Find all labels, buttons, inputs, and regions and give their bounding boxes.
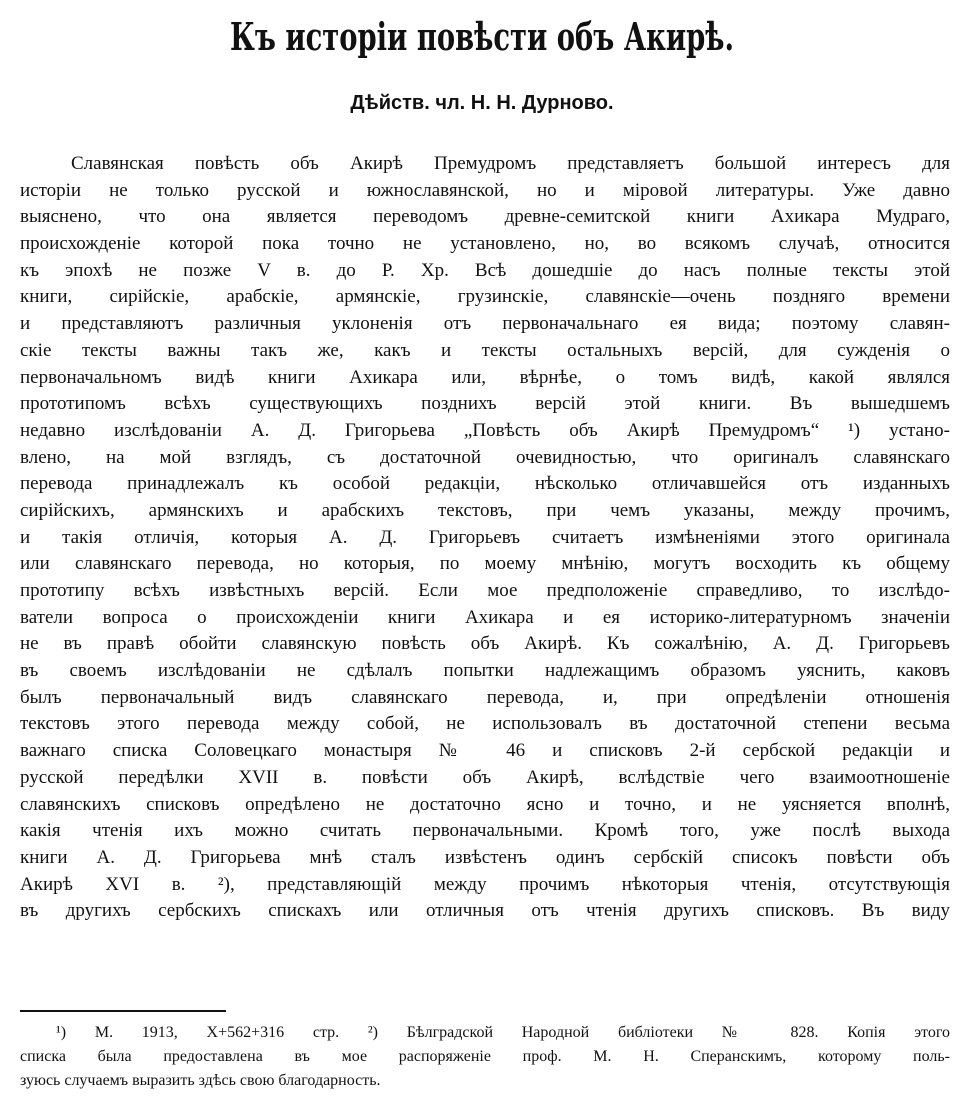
body-line: не въ правѣ обойти славянскую повѣсть объ Акирѣ. Къ сожалѣнію, А. Д. Григорьевъ [20,633,950,655]
body-line: и представляютъ различныя уклоненія отъ первоначальнаго ея вида; поэтому славян- [20,313,950,335]
body-line: къ эпохѣ не позже V в. до Р. Хр. Всѣ дошедшіе до насъ полные тексты этой [20,259,950,281]
footnote-line: списка была предоставлена въ мое распоряженіе проф. М. Н. Сперанскимъ, которому поль- [20,1048,950,1065]
body-line: Славянская повѣсть объ Акирѣ Премудромъ представляетъ большой интересъ для [71,153,950,174]
body-line: и такія отличія, которыя А. Д. Григорьевъ считаетъ измѣненіями этого оригинала [20,526,950,548]
footnote-line: ¹) М. 1913, X+562+316 стр. ²) Бѣлградской Народной библіотеки № 828. Копія этого [56,1024,950,1041]
footnote-line: зуюсь случаемъ выразить здѣсь свою благодарность. [20,1072,381,1089]
body-line: текстовъ этого перевода между собой, не использовалъ въ достаточной степени весьма [20,713,950,735]
footnote-divider [20,1010,226,1012]
body-line: Акирѣ XVI в. ²), представляющій между прочимъ нѣкоторыя чтенія, отсутствующія [20,873,950,895]
body-line: или славянскаго перевода, но которыя, по моему мнѣнію, могутъ восходить къ общему [20,553,950,575]
body-line: въ своемъ изслѣдованіи не сдѣлалъ попытки надлежащимъ образомъ уяснить, каковъ [20,660,950,682]
footnotes [20,1021,950,1093]
article-author: Дѣйств. чл. Н. Н. Дурново. [350,92,614,114]
body-line: какія чтенія ихъ можно считать первоначальными. Кромѣ того, уже послѣ выхода [20,820,950,842]
body-line: скіе тексты важны такъ же, какъ и тексты остальныхъ версій, для сужденія о [20,339,950,361]
article-title: Къ исторіи повѣсти объ Акирѣ. [229,14,735,59]
body-line: сирійскихъ, армянскихъ и арабскихъ текстовъ, при чемъ указаны, между прочимъ, [20,499,950,521]
body-line: русской передѣлки XVII в. повѣсти объ Акирѣ, вслѣдствіе чего взаимоотношеніе [20,766,950,788]
body-line: влено, на мой взглядъ, съ достаточной очевидностью, что оригиналъ славянскаго [20,446,950,468]
body-line: перевода принадлежалъ къ особой редакціи, нѣсколько отличавшейся отъ изданныхъ [20,473,950,495]
body-line: славянскихъ списковъ опредѣлено не достаточно ясно и точно, и не уясняется вполнѣ, [20,793,950,815]
body-line: недавно изслѣдованіи А. Д. Григорьева „Повѣсть объ Акирѣ Премудромъ“ ¹) устано- [20,419,950,441]
body-line: въ другихъ сербскихъ спискахъ или отличныя отъ чтенія другихъ списковъ. Въ виду [20,900,950,922]
body-line: ватели вопроса о происхожденіи книги Ахикара и ея историко-литературномъ значеніи [20,606,950,628]
body-line: исторіи не только русской и южнославянской, но и міровой литературы. Уже давно [20,179,950,201]
body-line: происхожденіе которой пока точно не установлено, но, во всякомъ случаѣ, относится [20,233,950,255]
body-line: первоначальномъ видѣ книги Ахикара или, вѣрнѣе, о томъ видѣ, какой являлся [20,366,950,388]
body-line: книги, сирійскіе, арабскіе, армянскіе, грузинскіе, славянскіе—очень поздняго времени [20,286,950,308]
body-line: прототипомъ всѣхъ существующихъ позднихъ версій этой книги. Въ вышедшемъ [20,393,950,415]
body-line: былъ первоначальный видъ славянскаго перевода, и, при опредѣленіи отношенія [20,686,950,708]
body-line: важнаго списка Соловецкаго монастыря № 46 и списковъ 2-й сербской редакціи и [20,740,950,762]
body-text [20,151,950,925]
body-line: прототипу всѣхъ извѣстныхъ версій. Если мое предположеніе справедливо, то изслѣдо- [20,580,950,601]
body-line: книги А. Д. Григорьева мнѣ сталъ извѣстенъ одинъ сербскій списокъ повѣсти объ [20,846,950,868]
body-line: выяснено, что она является переводомъ древне-семитской книги Ахикара Мудраго, [20,206,950,228]
